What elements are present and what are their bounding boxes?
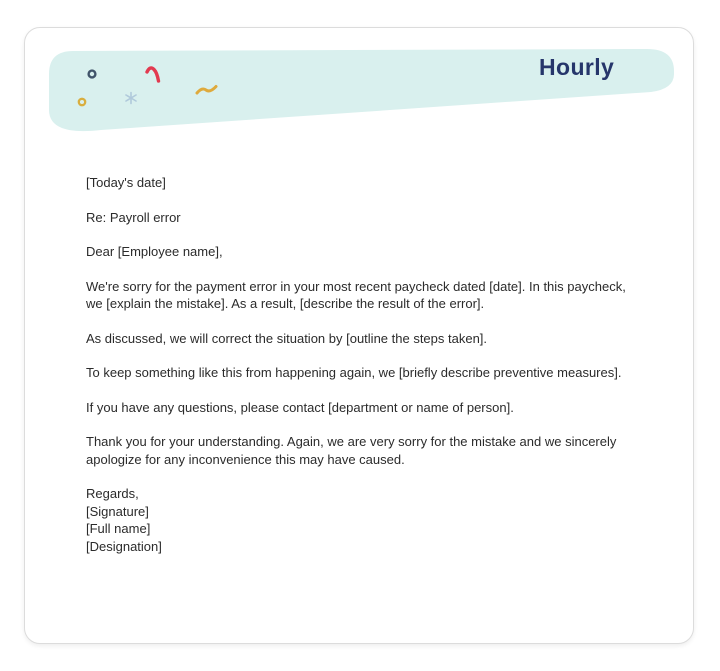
paragraph — [86, 364, 661, 382]
letter-template-card — [24, 27, 694, 644]
paragraph-line: We're sorry for the payment error in your most recent paycheck dated [date]. In this paycheck, — [86, 278, 626, 294]
paragraph-line: apologize for any inconvenience this may have caused. — [86, 451, 405, 467]
paragraph — [86, 433, 661, 468]
signature-block — [86, 485, 661, 555]
paragraph — [86, 278, 661, 313]
salutation: Dear [Employee name], — [86, 244, 223, 259]
hourly-logo: Hourly — [539, 54, 615, 80]
paragraph — [86, 330, 661, 348]
paragraph-line: If you have any questions, please contact [department or name of person]. — [86, 399, 514, 415]
paragraph-line: As discussed, we will correct the situation by [outline the steps taken]. — [86, 330, 488, 346]
paragraph-line: Thank you for your understanding. Again, we are very sorry for the mistake and we sincerely — [86, 434, 617, 449]
letterhead-banner — [25, 28, 694, 148]
closing-regards: Regards, — [86, 486, 139, 501]
date-line: [Today's date] — [86, 175, 166, 190]
paragraph — [86, 399, 661, 417]
closing-signature: [Signature] — [86, 503, 149, 519]
subject-line: Re: Payroll error — [86, 209, 181, 225]
paragraph-line: To keep something like this from happening again, we [briefly describe preventive measures]. — [86, 365, 622, 380]
letter-body — [86, 174, 661, 555]
closing-designation: [Designation] — [86, 538, 162, 554]
closing-full-name: [Full name] — [86, 521, 151, 536]
paragraph-line: we [explain the mistake]. As a result, [describe the result of the error]. — [86, 296, 485, 311]
